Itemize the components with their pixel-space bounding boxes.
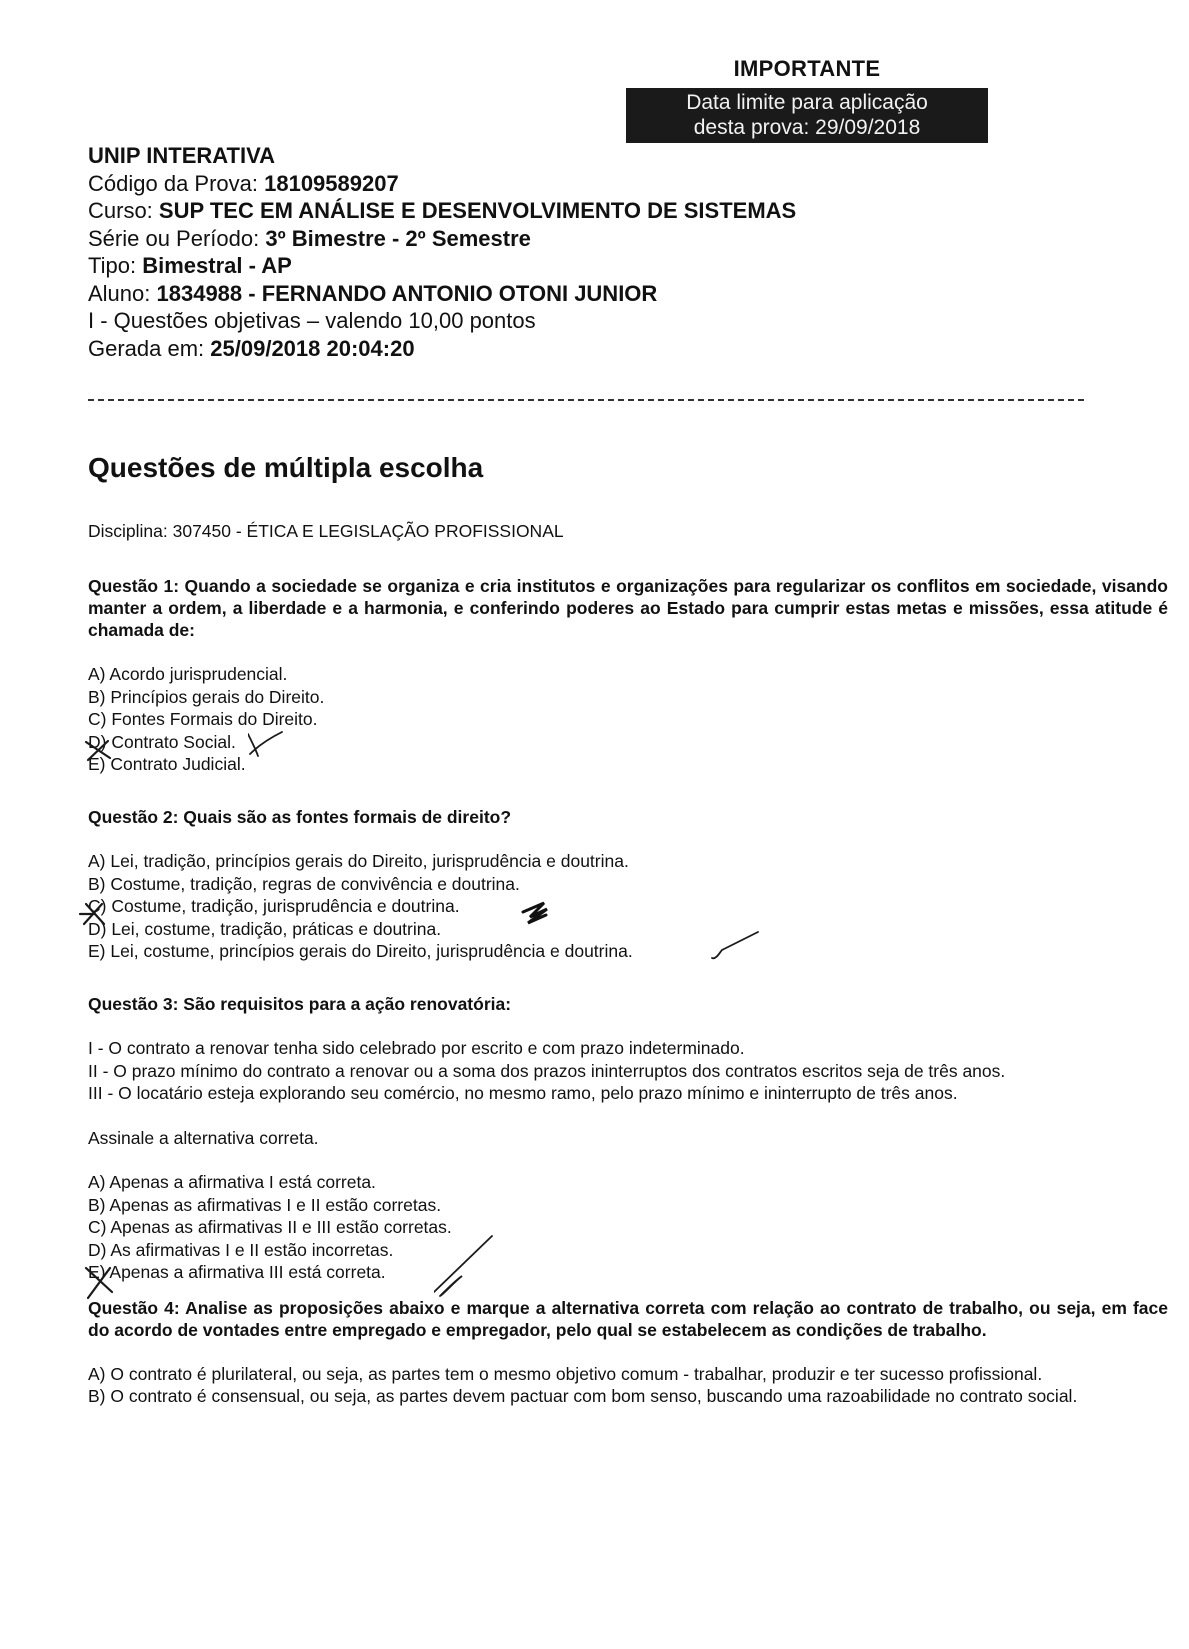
question-3-option-b[interactable]: B) Apenas as afirmativas I e II estão corretas.: [88, 1194, 442, 1215]
question-3-statement-2: II - O prazo mínimo do contrato a renovar ou a soma dos prazos ininterruptos dos contratos escritos seja de três anos.: [88, 1060, 1006, 1081]
question-1-option-a[interactable]: A) Acordo jurisprudencial.: [88, 664, 288, 684]
type-row: [88, 252, 1088, 280]
period-row: [88, 225, 1088, 253]
pen-cross-mark-q1: [82, 738, 116, 764]
type-label: Tipo:: [88, 253, 143, 278]
question-4-option-a[interactable]: A) O contrato é plurilateral, ou seja, as partes tem o mesmo objetivo comum - trabalhar, produzir e ter sucesso profissional.: [88, 1364, 1043, 1384]
question-1-option-b[interactable]: B) Princípios gerais do Direito.: [88, 686, 325, 707]
generated-label: Gerada em:: [88, 335, 211, 361]
question-4-stem: Questão 4: Analise as proposições abaixo e marque a alternativa correta com relação ao contrato de trabalho, ou seja, em face do acordo de vontades entre empregado e empregador, pelo qual se estabelecem as condições de trabalho.: [88, 1298, 1168, 1340]
question-2-options: [88, 850, 1168, 963]
course-value: SUP TEC EM ANÁLISE E DESENVOLVIMENTO DE SISTEMAS: [158, 198, 797, 223]
student-value: 1834988 - FERNANDO ANTONIO OTONI JUNIOR: [156, 280, 658, 306]
exam-code-value: 18109589207: [264, 170, 399, 196]
question-2-option-a[interactable]: A) Lei, tradição, princípios gerais do Direito, jurisprudência e doutrina.: [88, 851, 629, 871]
generated-row: [88, 335, 1088, 363]
deadline-line-2: desta prova: 29/09/2018: [693, 116, 921, 139]
question-4-options: [88, 1363, 1168, 1407]
pen-scribble-mark-q2: [520, 897, 550, 927]
question-2-option-b[interactable]: B) Costume, tradição, regras de convivência e doutrina.: [88, 873, 520, 894]
deadline-notice: [626, 56, 988, 143]
notice-title: IMPORTANTE: [733, 56, 881, 81]
question-1-option-e[interactable]: E) Contrato Judicial.: [88, 754, 246, 774]
question-3-options: [88, 1171, 1168, 1284]
period-label: Série ou Período:: [88, 225, 266, 251]
question-3-statements: [88, 1037, 1168, 1105]
student-row: [88, 280, 1088, 308]
question-3: [88, 993, 1168, 1284]
type-value: Bimestral - AP: [142, 253, 292, 278]
question-1-stem: Questão 1: Quando a sociedade se organiza e cria institutos e organizações para regularizar os conflitos em sociedade, visando manter a ordem, a liberdade e a harmonia, e conferindo poderes ao Estado para cumprir estas metas e missões, essa atitude é chamada de:: [88, 576, 1168, 640]
student-label: Aluno:: [88, 280, 157, 306]
period-value: 3º Bimestre - 2º Semestre: [265, 225, 531, 251]
question-3-option-e[interactable]: E) Apenas a afirmativa III está correta.: [88, 1262, 386, 1282]
question-3-option-d[interactable]: D) As afirmativas I e II estão incorretas.: [88, 1239, 394, 1260]
question-4-option-b[interactable]: B) O contrato é consensual, ou seja, as partes devem pactuar com bom senso, buscando uma razoabilidade no contrato social.: [88, 1386, 1078, 1406]
exam-code-label: Código da Prova:: [88, 170, 265, 196]
question-1-option-d[interactable]: D) Contrato Social.: [88, 731, 236, 752]
pen-cross-mark-q2: [76, 900, 112, 928]
score-line: I - Questões objetivas – valendo 10,00 pontos: [88, 308, 536, 333]
exam-header: [88, 142, 1088, 362]
deadline-line-1: Data limite para aplicação: [686, 91, 928, 114]
deadline-box: [626, 88, 988, 143]
question-3-option-c[interactable]: C) Apenas as afirmativas II e III estão corretas.: [88, 1217, 452, 1237]
question-3-option-a[interactable]: A) Apenas a afirmativa I está correta.: [88, 1172, 376, 1192]
question-3-instruction: Assinale a alternativa correta.: [88, 1127, 319, 1148]
question-3-stem: Questão 3: São requisitos para a ação renovatória:: [88, 994, 512, 1014]
pen-cross-mark-q3: [82, 1264, 118, 1300]
question-2-option-c[interactable]: C) Costume, tradição, jurisprudência e doutrina.: [88, 896, 460, 916]
question-4: [88, 1297, 1168, 1407]
question-2-stem: Questão 2: Quais são as fontes formais de direito?: [88, 807, 512, 827]
pen-check-mark-q3: [434, 1232, 496, 1298]
question-3-statement-1: I - O contrato a renovar tenha sido celebrado por escrito e com prazo indeterminado.: [88, 1038, 745, 1058]
course-label: Curso:: [88, 198, 159, 223]
pen-check-mark-q1: [248, 724, 328, 760]
dashed-divider: [88, 399, 1084, 401]
course-row: [88, 197, 1088, 225]
pen-check-mark-q2: [710, 930, 760, 964]
question-1-option-c[interactable]: C) Fontes Formais do Direito.: [88, 709, 318, 729]
question-2-option-d[interactable]: D) Lei, costume, tradição, práticas e doutrina.: [88, 918, 442, 939]
exam-code-row: [88, 170, 1088, 198]
section-title: Questões de múltipla escolha: [88, 452, 484, 483]
question-2-option-e[interactable]: E) Lei, costume, princípios gerais do Direito, jurisprudência e doutrina.: [88, 941, 633, 961]
discipline-line: Disciplina: 307450 - ÉTICA E LEGISLAÇÃO PROFISSIONAL: [88, 521, 564, 541]
generated-value: 25/09/2018 20:04:20: [210, 335, 415, 361]
institution-name: UNIP INTERATIVA: [88, 143, 276, 168]
question-3-statement-3: III - O locatário esteja explorando seu comércio, no mesmo ramo, pelo prazo mínimo e ininterrupto de três anos.: [88, 1083, 958, 1103]
question-2: [88, 806, 1168, 963]
